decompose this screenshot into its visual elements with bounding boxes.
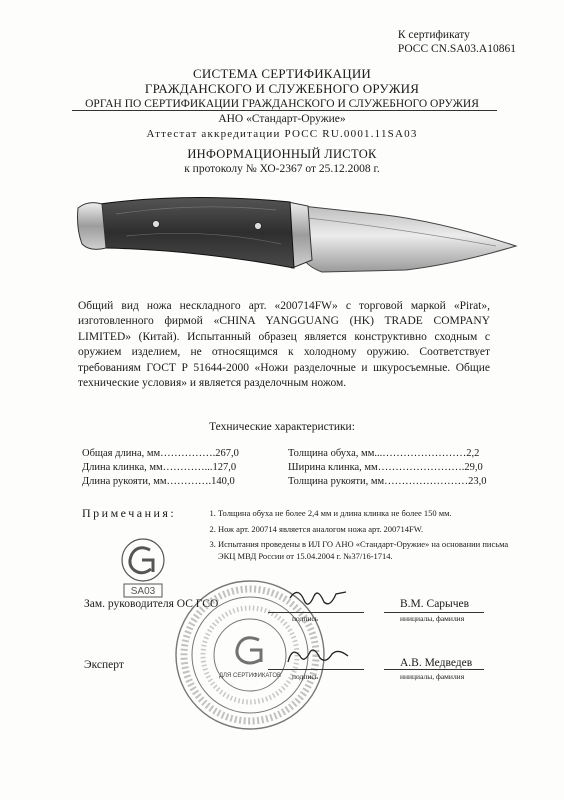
signature-caption-2: подпись [292,672,319,681]
spec-value: 140,0 [211,476,235,487]
spec-row-left [82,447,239,461]
signer-role-1: Зам. руководителя ОС ГСО [84,598,219,610]
description-text: Общий вид ножа нескладного арт. «200714FW» с торговой маркой «Pirat», изготовленного фирмой «CHINA YANGGUANG (HK) TRADE COMPANY LIMITED» (Китай). Испытанный образец является конструктивно сходным с оружием изделием, не относящимся к холодному оружию. Соответствует требованиям ГОСТ Р 51644-2000 «Ножи разделочные и шкуросъемные. Общие технические условия» и является разделочным ножом. [78,300,490,390]
spec-value: 267,0 [215,448,239,459]
system-title [0,66,564,96]
name-line-1 [384,612,484,613]
note-item: 2. Нож арт. 200714 является аналогом ножа арт. 200714FW. [218,524,524,536]
handwritten-signature-2-icon [282,642,356,672]
spec-row-left [82,475,235,489]
certification-logo-icon [118,536,168,600]
spec-value: 23,0 [468,476,487,487]
reference-line-2: РОСС CN.SA03.A10861 [397,43,516,55]
reference-line-1: К сертификату [397,29,470,41]
spec-row-right [288,447,479,461]
name-caption-1: инициалы, фамилия [400,614,465,623]
system-title-line-1: СИСТЕМА СЕРТИФИКАЦИИ [192,66,372,81]
notes-list [204,508,524,566]
handwritten-signature-1-icon [284,584,354,614]
description-paragraph [78,299,490,391]
logo-code: SA03 [130,586,156,597]
tech-title: Технические характеристики: [209,421,355,433]
spec-row-right [288,475,487,489]
spec-value: 127,0 [212,462,237,473]
notes-title: Примечания: [82,506,177,520]
spec-label: Толщина рукояти, мм…………………… [288,476,469,487]
spec-value: 2,2 [466,448,480,459]
spec-label: Общая длина, мм……………. [82,448,216,459]
note-item: 1. Толщина обуха не более 2,4 мм и длина клинка не более 150 мм. [218,508,524,520]
knife-image [76,188,520,280]
name-line-2 [384,669,484,670]
stamp-center-text: ДЛЯ СЕРТИФИКАТОВ [218,673,282,679]
spec-label: Длина рукояти, мм…………. [82,476,212,487]
document-subtitle: к протоколу № ХО-2367 от 25.12.2008 г. [184,163,380,175]
spec-row-left [82,461,236,475]
certificate-reference [398,28,516,56]
spec-row-right [288,461,483,475]
system-title-line-2: ГРАЖДАНСКОГО И СЛУЖЕБНОГО ОРУЖИЯ [144,81,420,96]
spec-label: Толщина обуха, мм...…………………… [288,448,467,459]
note-item: 3. Испытания проведены в ИЛ ГО АНО «Стандарт-Оружие» на основании письма ЭКЦ МВД России от 15.04.2004 г. №37/16-1714. [218,539,524,562]
spec-value: 29,0 [464,462,483,473]
name-caption-2: инициалы, фамилия [400,672,465,681]
signer-role-2: Эксперт [84,659,124,671]
document-title: ИНФОРМАЦИОННЫЙ ЛИСТОК [187,147,377,161]
spec-label: Ширина клинка, мм……………………. [288,462,465,473]
organ-name: АНО «Стандарт-Оружие» [218,113,346,125]
signer-name-2: А.В. Медведев [400,657,473,669]
signature-caption-1: подпись [292,614,319,623]
signer-name-1: В.М. Сарычев [400,598,470,610]
organ-title: ОРГАН ПО СЕРТИФИКАЦИИ ГРАЖДАНСКОГО И СЛУЖЕБНОГО ОРУЖИЯ [85,98,479,110]
spec-label: Длина клинка, мм…………... [82,462,213,473]
accreditation-line: Аттестат аккредитации РОСС RU.0001.11SA03 [146,128,418,140]
header-rule [72,110,497,111]
